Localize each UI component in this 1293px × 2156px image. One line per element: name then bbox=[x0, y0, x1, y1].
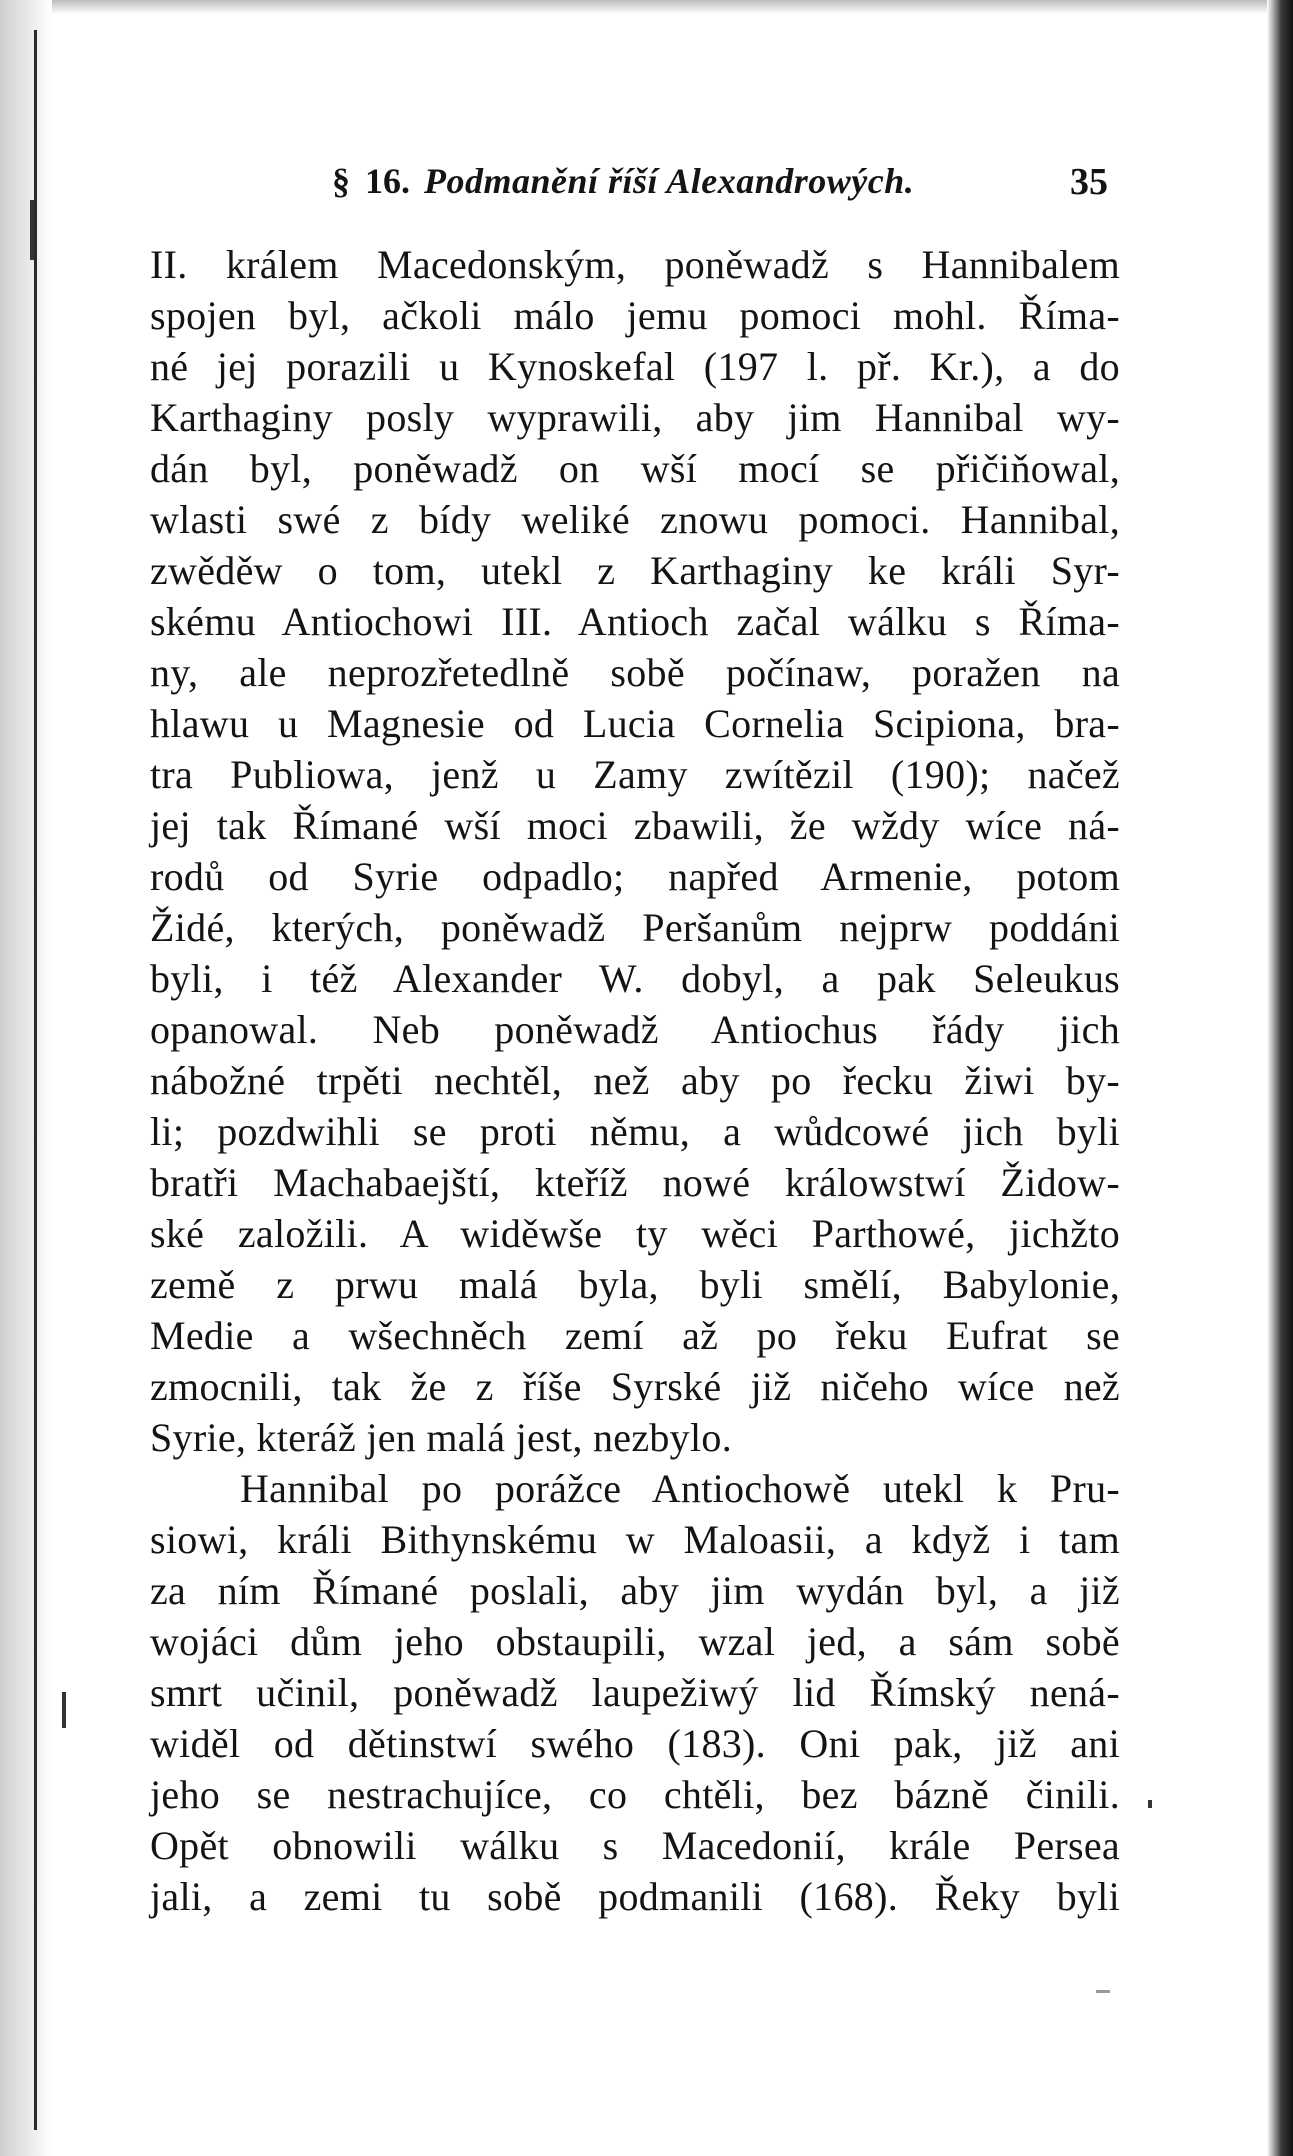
text-line: Hannibal po porážce Antiochowě utekl k Pru- bbox=[240, 1466, 1120, 1511]
text-line: spojen byl, ačkoli málo jemu pomoci mohl. Říma- bbox=[150, 293, 1120, 338]
scan-mark bbox=[1148, 1800, 1152, 1808]
text-line: hlawu u Magnesie od Lucia Cornelia Scipiona, bra- bbox=[150, 701, 1120, 746]
text-line: II. králem Macedonským, poněwadž s Hannibalem bbox=[150, 242, 1120, 287]
chapter-title: Podmanění říší Alexandrowých. bbox=[424, 161, 915, 201]
text-line: ny, ale neprozřetedlně sobě počínaw, poražen na bbox=[150, 650, 1120, 695]
page-right-edge bbox=[1267, 0, 1293, 2156]
text-line: Opět obnowili wálku s Macedonií, krále Persea bbox=[150, 1823, 1120, 1868]
page-binding-gutter bbox=[0, 0, 52, 2156]
text-line: jej tak Římané wší moci zbawili, že wždy wíce ná- bbox=[150, 803, 1120, 848]
text-line: zmocnili, tak že z říše Syrské již ničeho wíce než bbox=[150, 1364, 1120, 1409]
text-line: smrt učinil, poněwadž laupežiwý lid Římský nená- bbox=[150, 1670, 1120, 1715]
text-line: skému Antiochowi III. Antioch začal wálku s Říma- bbox=[150, 599, 1120, 644]
binding-line bbox=[34, 30, 37, 2130]
text-line: tra Publiowa, jenž u Zamy zwítězil (190); načež bbox=[150, 752, 1120, 797]
text-line: Karthaginy posly wyprawili, aby jim Hannibal wy- bbox=[150, 395, 1120, 440]
text-line: wojáci dům jeho obstaupili, wzal jed, a sám sobě bbox=[150, 1619, 1120, 1664]
text-line: wlasti swé z bídy weliké znowu pomoci. Hannibal, bbox=[150, 497, 1120, 542]
text-line: Medie a wšechněch zemí až po řeku Eufrat se bbox=[150, 1313, 1120, 1358]
text-line: siowi, králi Bithynskému w Maloasii, a když i tam bbox=[150, 1517, 1120, 1562]
text-line: dán byl, poněwadž on wší mocí se přičiňowal, bbox=[150, 446, 1120, 491]
running-header bbox=[332, 160, 1122, 220]
text-line: zwěděw o tom, utekl z Karthaginy ke králi Syr- bbox=[150, 548, 1120, 593]
page-number: 35 bbox=[1070, 161, 1108, 203]
text-line: ské založili. A widěwše ty wěci Parthowé, jichžto bbox=[150, 1211, 1120, 1256]
scan-mark bbox=[30, 200, 34, 260]
text-line: jali, a zemi tu sobě podmanili (168). Řeky byli bbox=[150, 1874, 1120, 1919]
text-line: Židé, kterých, poněwadž Peršanům nejprw poddáni bbox=[150, 905, 1120, 950]
text-line: rodů od Syrie odpadlo; napřed Armenie, potom bbox=[150, 854, 1120, 899]
text-line: Syrie, kteráž jen malá jest, nezbylo. bbox=[150, 1415, 732, 1460]
text-line: jeho se nestrachujíce, co chtěli, bez bázně činili. bbox=[150, 1772, 1120, 1817]
text-line: země z prwu malá byla, byli smělí, Babylonie, bbox=[150, 1262, 1120, 1307]
text-line: za ním Římané poslali, aby jim wydán byl, a již bbox=[150, 1568, 1120, 1613]
text-line: li; pozdwihli se proti němu, a wůdcowé jich byli bbox=[150, 1109, 1120, 1154]
page-top-shadow bbox=[0, 0, 1293, 14]
scan-mark bbox=[1096, 1990, 1110, 1993]
body-text bbox=[150, 240, 1120, 1940]
text-line: bratři Machabaejští, kteříž nowé králowstwí Židow- bbox=[150, 1160, 1120, 1205]
section-number: 16. bbox=[365, 161, 410, 201]
text-line: byli, i též Alexander W. dobyl, a pak Seleukus bbox=[150, 956, 1120, 1001]
text-line: nábožné trpěti nechtěl, než aby po řecku žiwi by- bbox=[150, 1058, 1120, 1103]
text-line: né jej porazili u Kynoskefal (197 l. př. Kr.), a do bbox=[150, 344, 1120, 389]
text-line: widěl od dětinstwí swého (183). Oni pak, již ani bbox=[150, 1721, 1120, 1766]
text-line: opanowal. Neb poněwadž Antiochus řády jich bbox=[150, 1007, 1120, 1052]
scan-mark bbox=[62, 1692, 66, 1728]
section-symbol: § bbox=[332, 161, 351, 201]
